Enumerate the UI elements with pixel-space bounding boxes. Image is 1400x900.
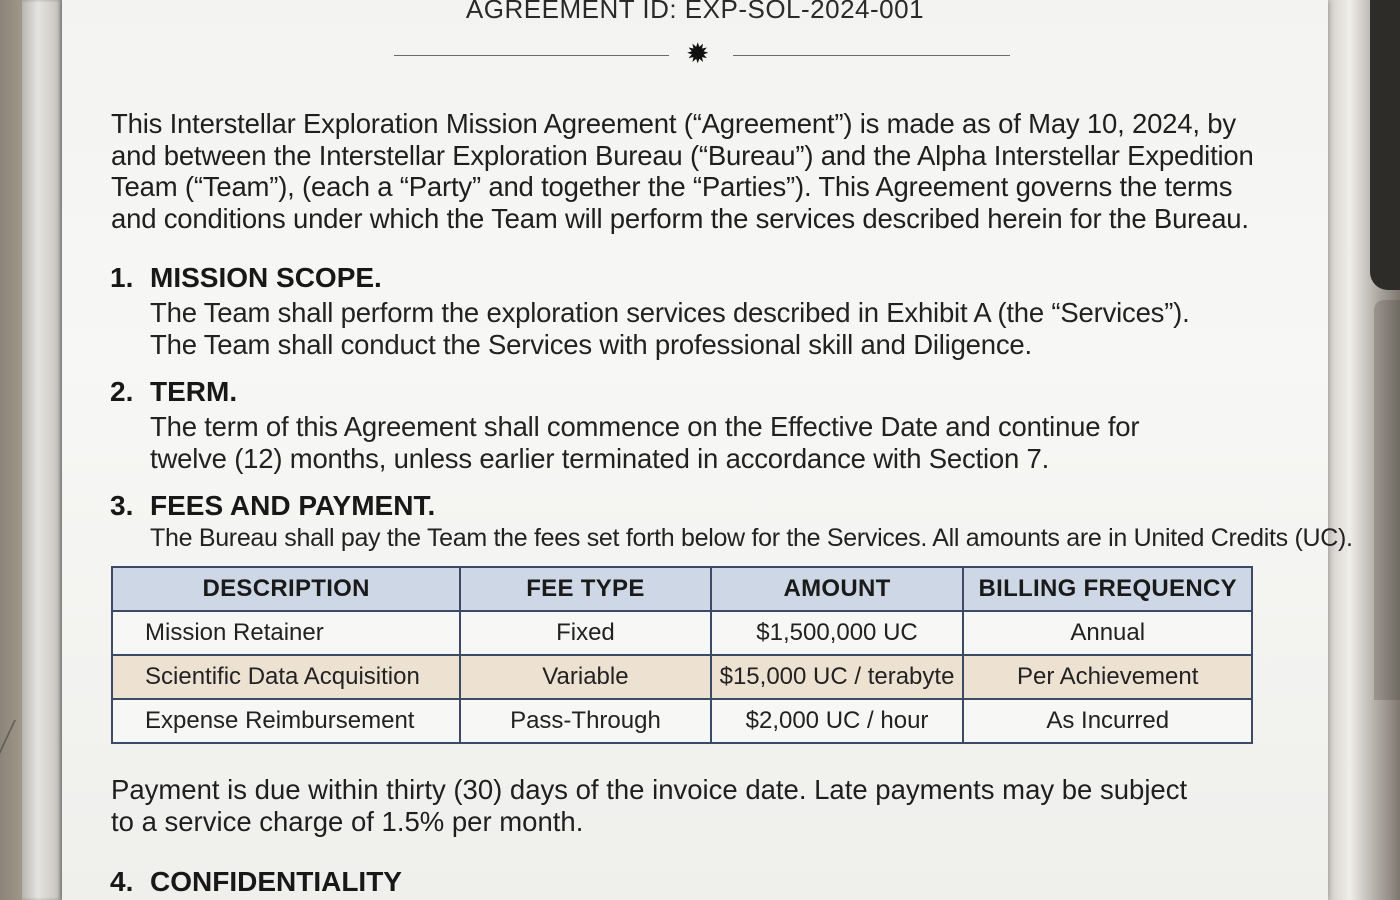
- cell-description: Scientific Data Acquisition: [112, 655, 460, 699]
- section-line: The Team shall conduct the Services with professional skill and Diligence.: [150, 328, 1032, 360]
- section-number: 4.: [110, 866, 134, 897]
- section-line: The term of this Agreement shall commence on the Effective Date and continue for: [150, 411, 1140, 442]
- cell-billing-frequency: As Incurred: [963, 699, 1252, 743]
- section-title: CONFIDENTIALITY: [150, 866, 402, 897]
- cell-billing-frequency: Annual: [963, 611, 1252, 655]
- section-1-heading: [110, 262, 382, 294]
- section-1-body: [150, 297, 1310, 360]
- section-title: FEES AND PAYMENT.: [150, 490, 436, 521]
- left-frame-edge: [22, 0, 62, 900]
- divider-line-left: [394, 55, 669, 56]
- cell-amount: $15,000 UC / terabyte: [711, 655, 964, 699]
- section-line: twelve (12) months, unless earlier terminated in accordance with Section 7.: [150, 442, 1050, 474]
- section-number: 2.: [110, 376, 134, 407]
- agreement-id: AGREEMENT ID: EXP-SOL-2024-001: [465, 0, 925, 24]
- payment-note-line: Payment is due within thirty (30) days of the invoice date. Late payments may be subject: [111, 774, 1188, 805]
- section-3-heading: [110, 490, 435, 522]
- fee-table: [111, 566, 1253, 744]
- intro-line: This Interstellar Exploration Mission Agreement (“Agreement”) is made as of May 10, 2024, by: [111, 108, 1236, 139]
- cell-amount: $1,500,000 UC: [711, 611, 964, 655]
- section-title: TERM.: [150, 376, 238, 407]
- intro-line: and conditions under which the Team will perform the services described herein for the Bureau.: [111, 202, 1249, 234]
- column-header-amount: AMOUNT: [711, 567, 964, 611]
- agreement-document: [62, 0, 1353, 900]
- intro-paragraph: [111, 108, 1291, 234]
- cell-fee-type: Pass-Through: [460, 699, 710, 743]
- section-number: 1.: [110, 262, 134, 293]
- payment-note-line: to a service charge of 1.5% per month.: [111, 805, 584, 837]
- cell-billing-frequency: Per Achievement: [963, 655, 1252, 699]
- section-line: The Team shall perform the exploration services described in Exhibit A (the “Services”).: [150, 297, 1190, 328]
- divider-line-right: [733, 55, 1010, 56]
- section-title: MISSION SCOPE.: [150, 262, 382, 293]
- column-header-description: DESCRIPTION: [112, 567, 460, 611]
- table-row: [112, 699, 1252, 743]
- right-frame-edge: [1328, 0, 1400, 900]
- cell-amount: $2,000 UC / hour: [711, 699, 964, 743]
- column-header-fee-type: FEE TYPE: [460, 567, 710, 611]
- section-2-heading: [110, 376, 237, 408]
- fees-lead-text: The Bureau shall pay the Team the fees set forth below for the Services. All amounts are in United Credits (UC).: [150, 524, 1353, 552]
- intro-line: and between the Interstellar Exploration Bureau (“Bureau”) and the Alpha Interstellar Expedition: [111, 139, 1254, 171]
- cell-fee-type: Variable: [460, 655, 710, 699]
- frame-clip: [1374, 300, 1400, 700]
- table-header-row: [112, 567, 1252, 611]
- column-header-billing-frequency: BILLING FREQUENCY: [963, 567, 1252, 611]
- cell-fee-type: Fixed: [460, 611, 710, 655]
- table-row: [112, 611, 1252, 655]
- section-2-body: [150, 411, 1310, 474]
- frame-dark-strip: [1370, 0, 1400, 290]
- star-ornament-icon: ✹: [686, 38, 710, 69]
- cell-description: Expense Reimbursement: [112, 699, 460, 743]
- payment-terms-note: [111, 774, 1291, 837]
- intro-line: Team (“Team”), (each a “Party” and together the “Parties”). This Agreement governs the terms: [111, 171, 1233, 202]
- section-4-heading: [110, 866, 402, 898]
- cell-description: Mission Retainer: [112, 611, 460, 655]
- table-row-highlighted: [112, 655, 1252, 699]
- section-number: 3.: [110, 490, 134, 521]
- ornamental-divider: [394, 38, 1010, 69]
